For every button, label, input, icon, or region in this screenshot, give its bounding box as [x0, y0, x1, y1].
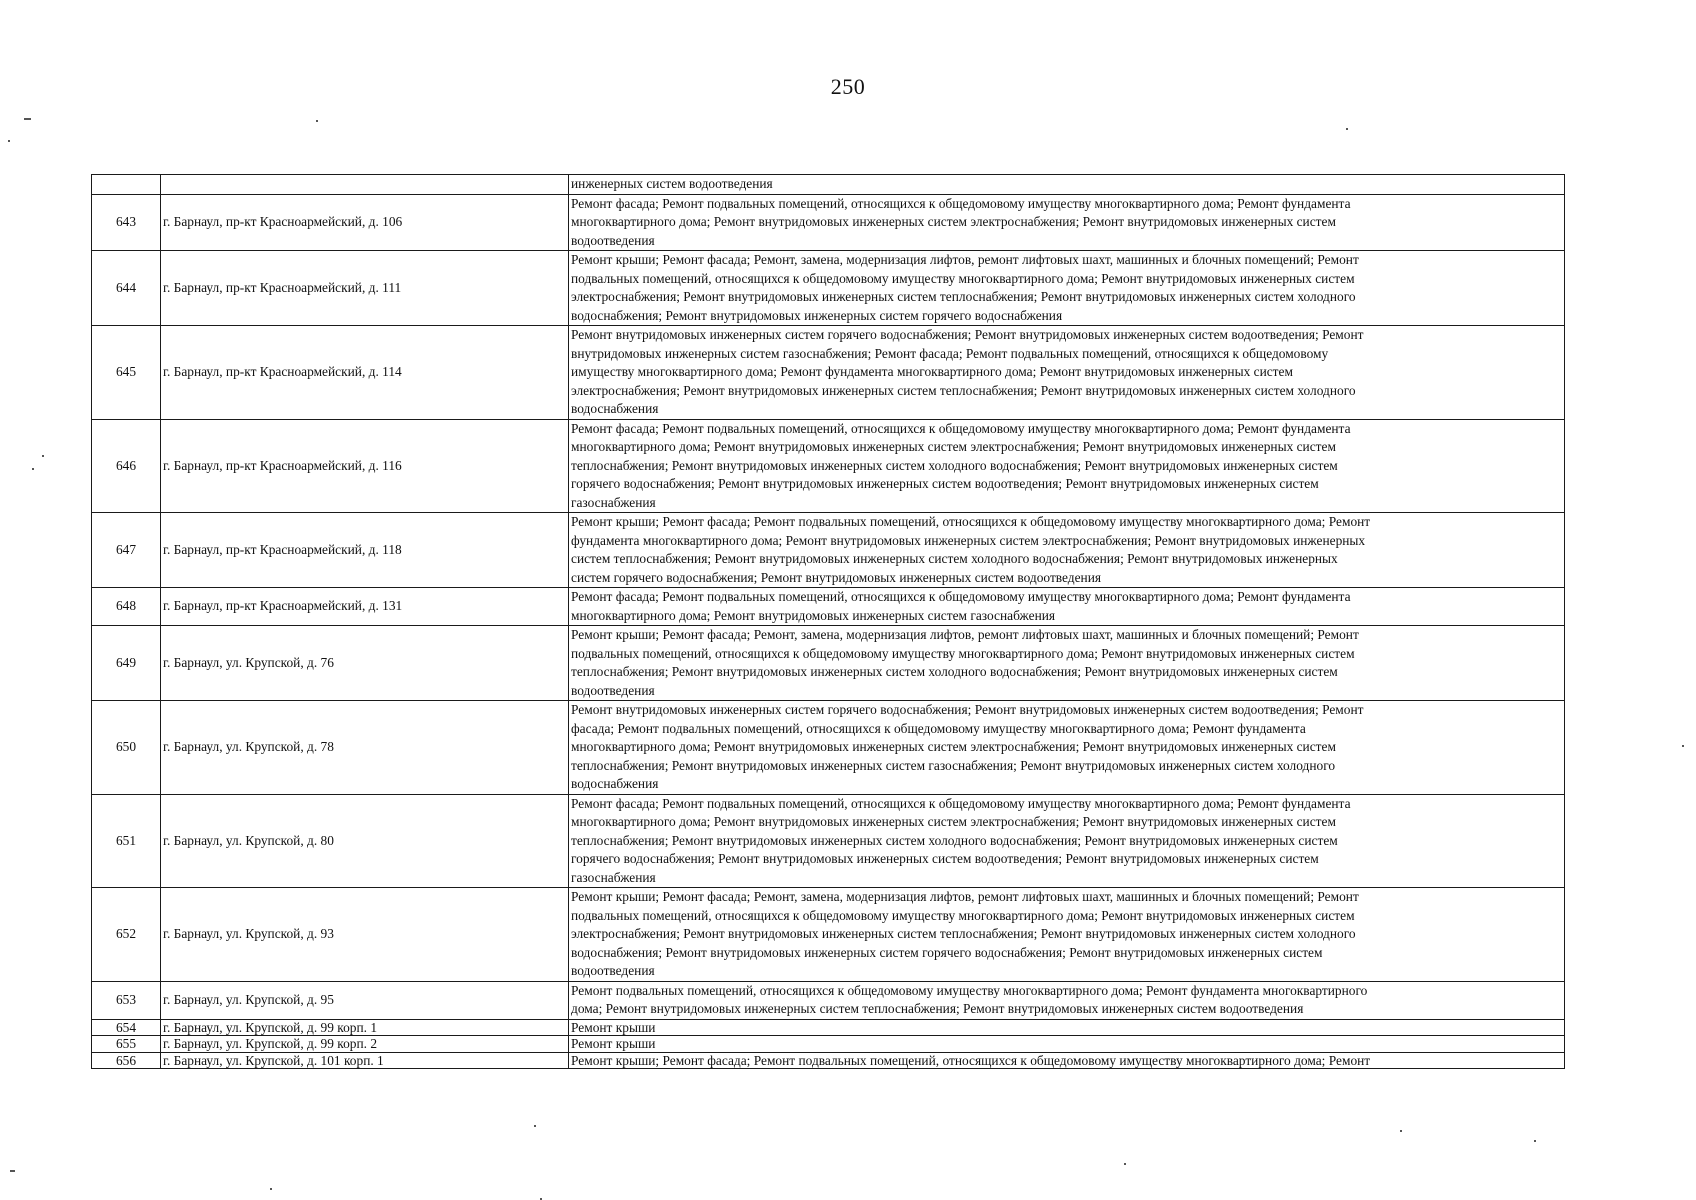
table-row	[92, 251, 1565, 326]
scan-speck	[534, 1125, 536, 1127]
works-line: внутридомовых инженерных систем газоснабжения; Ремонт фасада; Ремонт подвальных помещений, относящихся к общедомовому	[571, 345, 1329, 361]
works-line: теплоснабжения; Ремонт внутридомовых инженерных систем холодного водоснабжения; Ремонт внутридомовых инженерных систем	[571, 832, 1338, 848]
row-number: 646	[92, 419, 161, 513]
row-number: 656	[92, 1052, 161, 1069]
works-line: водоснабжения	[571, 776, 659, 791]
row-works	[569, 326, 1565, 420]
scan-speck	[1534, 1140, 1536, 1142]
works-line: дома; Ремонт внутридомовых инженерных систем теплоснабжения; Ремонт внутридомовых инженерных систем водоотведения	[571, 1001, 1304, 1016]
works-line: Ремонт фасада; Ремонт подвальных помещений, относящихся к общедомовому имуществу многоквартирного дома; Ремонт фундамента	[571, 589, 1351, 604]
works-line: водоснабжения; Ремонт внутридомовых инженерных систем горячего водоснабжения; Ремонт внутридомовых инженерных систем	[571, 944, 1323, 960]
row-number: 649	[92, 626, 161, 701]
row-number: 643	[92, 194, 161, 251]
works-line: многоквартирного дома; Ремонт внутридомовых инженерных систем электроснабжения; Ремонт внутридомовых инженерных систем	[571, 739, 1336, 754]
works-line: Ремонт крыши; Ремонт фасада; Ремонт подвальных помещений, относящихся к общедомовому имуществу многоквартирного дома; Ремонт	[571, 514, 1371, 529]
scan-speck	[10, 1170, 15, 1172]
works-line: фундамента многоквартирного дома; Ремонт внутридомовых инженерных систем электроснабжения; Ремонт внутридомовых инженерных	[571, 532, 1366, 548]
row-address: г. Барнаул, ул. Крупской, д. 76	[161, 626, 569, 701]
works-line: газоснабжения	[571, 494, 656, 510]
table-row	[92, 1036, 1565, 1053]
row-works	[569, 419, 1565, 513]
row-works	[569, 513, 1565, 588]
table-row	[92, 1052, 1565, 1069]
table-row	[92, 175, 1565, 195]
row-address: г. Барнаул, пр-кт Красноармейский, д. 106	[161, 194, 569, 251]
works-line: электроснабжения; Ремонт внутридомовых инженерных систем теплоснабжения; Ремонт внутридомовых инженерных систем холодного	[571, 382, 1356, 398]
row-works	[569, 588, 1565, 626]
works-line: водоотведения	[571, 963, 655, 978]
row-address: г. Барнаул, ул. Крупской, д. 99 корп. 1	[161, 1019, 569, 1036]
row-address: г. Барнаул, пр-кт Красноармейский, д. 131	[161, 588, 569, 626]
works-line: многоквартирного дома; Ремонт внутридомовых инженерных систем газоснабжения	[571, 607, 1056, 623]
works-line: теплоснабжения; Ремонт внутридомовых инженерных систем газоснабжения; Ремонт внутридомовых инженерных систем холодного	[571, 757, 1336, 773]
row-works	[569, 888, 1565, 982]
table-row	[92, 1019, 1565, 1036]
row-works	[569, 251, 1565, 326]
works-line: Ремонт фасада; Ремонт подвальных помещений, относящихся к общедомовому имуществу многоквартирного дома; Ремонт фундамента	[571, 795, 1351, 811]
row-address: г. Барнаул, пр-кт Красноармейский, д. 116	[161, 419, 569, 513]
row-number: 648	[92, 588, 161, 626]
row-address	[161, 175, 569, 195]
row-works	[569, 981, 1565, 1019]
works-line: фасада; Ремонт подвальных помещений, относящихся к общедомовому имуществу многоквартирного дома; Ремонт фундамента	[571, 720, 1306, 736]
scan-speck	[1400, 1130, 1402, 1132]
row-number: 654	[92, 1019, 161, 1036]
row-address: г. Барнаул, ул. Крупской, д. 101 корп. 1	[161, 1052, 569, 1069]
scan-speck	[42, 455, 44, 457]
row-number: 652	[92, 888, 161, 982]
table-row	[92, 194, 1565, 251]
works-line: газоснабжения	[571, 869, 656, 885]
works-line: подвальных помещений, относящихся к общедомовому имуществу многоквартирного дома; Ремонт внутридомовых инженерных систем	[571, 645, 1355, 661]
works-line: горячего водоснабжения; Ремонт внутридомовых инженерных систем водоотведения; Ремонт внутридомовых инженерных систем	[571, 851, 1319, 866]
works-line: многоквартирного дома; Ремонт внутридомовых инженерных систем электроснабжения; Ремонт внутридомовых инженерных систем	[571, 814, 1336, 829]
row-number: 655	[92, 1036, 161, 1053]
row-address: г. Барнаул, пр-кт Красноармейский, д. 114	[161, 326, 569, 420]
works-line: электроснабжения; Ремонт внутридомовых инженерных систем теплоснабжения; Ремонт внутридомовых инженерных систем холодного	[571, 289, 1356, 304]
row-number	[92, 175, 161, 195]
works-line: Ремонт фасада; Ремонт подвальных помещений, относящихся к общедомовому имуществу многоквартирного дома; Ремонт фундамента	[571, 195, 1351, 211]
row-number: 645	[92, 326, 161, 420]
table-row	[92, 326, 1565, 420]
table-row	[92, 419, 1565, 513]
row-address: г. Барнаул, пр-кт Красноармейский, д. 111	[161, 251, 569, 326]
table-row	[92, 794, 1565, 888]
works-line: водоснабжения; Ремонт внутридомовых инженерных систем горячего водоснабжения	[571, 307, 1063, 323]
scan-speck	[270, 1188, 272, 1190]
row-works	[569, 175, 1565, 195]
scan-speck	[1346, 128, 1348, 130]
scan-speck	[32, 468, 34, 470]
row-works	[569, 626, 1565, 701]
works-line: Ремонт подвальных помещений, относящихся к общедомовому имуществу многоквартирного дома; Ремонт фундамента многоквартирного	[571, 982, 1368, 998]
works-line: теплоснабжения; Ремонт внутридомовых инженерных систем холодного водоснабжения; Ремонт внутридомовых инженерных систем	[571, 664, 1338, 679]
works-line: горячего водоснабжения; Ремонт внутридомовых инженерных систем водоотведения; Ремонт внутридомовых инженерных систем	[571, 476, 1319, 491]
repair-register-table	[91, 174, 1565, 1069]
row-address: г. Барнаул, ул. Крупской, д. 99 корп. 2	[161, 1036, 569, 1053]
works-line: систем теплоснабжения; Ремонт внутридомовых инженерных систем холодного водоснабжения; Ремонт внутридомовых инженерных	[571, 551, 1338, 566]
works-line: Ремонт крыши	[571, 1036, 656, 1051]
works-line: теплоснабжения; Ремонт внутридомовых инженерных систем холодного водоснабжения; Ремонт внутридомовых инженерных систем	[571, 457, 1338, 473]
table-row	[92, 701, 1565, 795]
row-address: г. Барнаул, ул. Крупской, д. 93	[161, 888, 569, 982]
table-row	[92, 513, 1565, 588]
works-line: Ремонт крыши; Ремонт фасада; Ремонт, замена, модернизация лифтов, ремонт лифтовых шахт, машинных и блочных помещений; Ремонт	[571, 889, 1359, 904]
works-line: подвальных помещений, относящихся к общедомовому имуществу многоквартирного дома; Ремонт внутридомовых инженерных систем	[571, 270, 1355, 286]
scan-speck	[1682, 745, 1684, 747]
works-line: водоотведения	[571, 232, 655, 248]
table-row	[92, 588, 1565, 626]
table-body	[92, 175, 1565, 1069]
works-line: систем горячего водоснабжения; Ремонт внутридомовых инженерных систем водоотведения	[571, 569, 1102, 585]
row-number: 644	[92, 251, 161, 326]
table-row	[92, 888, 1565, 982]
works-line: водоотведения	[571, 682, 655, 698]
works-line: многоквартирного дома; Ремонт внутридомовых инженерных систем электроснабжения; Ремонт внутридомовых инженерных систем	[571, 214, 1336, 229]
row-works	[569, 1019, 1565, 1036]
table-row	[92, 981, 1565, 1019]
works-line: водоснабжения	[571, 401, 659, 416]
row-address: г. Барнаул, ул. Крупской, д. 80	[161, 794, 569, 888]
works-line: Ремонт внутридомовых инженерных систем горячего водоснабжения; Ремонт внутридомовых инженерных систем водоотведения; Ремонт	[571, 327, 1364, 342]
row-works	[569, 1052, 1565, 1069]
row-works	[569, 701, 1565, 795]
row-number: 651	[92, 794, 161, 888]
scan-speck	[316, 120, 318, 122]
works-line: Ремонт крыши; Ремонт фасада; Ремонт подвальных помещений, относящихся к общедомовому имуществу многоквартирного дома; Ремонт	[571, 1052, 1371, 1068]
works-line: Ремонт внутридомовых инженерных систем горячего водоснабжения; Ремонт внутридомовых инженерных систем водоотведения; Ремонт	[571, 702, 1364, 717]
row-address: г. Барнаул, ул. Крупской, д. 78	[161, 701, 569, 795]
scan-speck	[24, 118, 31, 120]
works-line: Ремонт крыши; Ремонт фасада; Ремонт, замена, модернизация лифтов, ремонт лифтовых шахт, машинных и блочных помещений; Ремонт	[571, 627, 1359, 642]
page-number: 250	[830, 74, 866, 99]
scan-speck	[8, 140, 10, 142]
row-works	[569, 794, 1565, 888]
table-row	[92, 626, 1565, 701]
works-line: инженерных систем водоотведения	[571, 176, 773, 191]
works-line: имуществу многоквартирного дома; Ремонт фундамента многоквартирного дома; Ремонт внутридомовых инженерных систем	[571, 364, 1293, 379]
row-works	[569, 194, 1565, 251]
works-line: электроснабжения; Ремонт внутридомовых инженерных систем теплоснабжения; Ремонт внутридомовых инженерных систем холодного	[571, 926, 1356, 941]
row-number: 650	[92, 701, 161, 795]
works-line: Ремонт крыши; Ремонт фасада; Ремонт, замена, модернизация лифтов, ремонт лифтовых шахт, машинных и блочных помещений; Ремонт	[571, 252, 1359, 267]
row-address: г. Барнаул, пр-кт Красноармейский, д. 118	[161, 513, 569, 588]
row-number: 653	[92, 981, 161, 1019]
works-line: Ремонт фасада; Ремонт подвальных помещений, относящихся к общедомовому имуществу многоквартирного дома; Ремонт фундамента	[571, 420, 1351, 436]
works-line: подвальных помещений, относящихся к общедомовому имуществу многоквартирного дома; Ремонт внутридомовых инженерных систем	[571, 907, 1355, 923]
row-number: 647	[92, 513, 161, 588]
works-line: Ремонт крыши	[571, 1019, 656, 1035]
scan-speck	[540, 1198, 542, 1200]
scan-speck	[1124, 1163, 1126, 1165]
row-address: г. Барнаул, ул. Крупской, д. 95	[161, 981, 569, 1019]
row-works	[569, 1036, 1565, 1053]
works-line: многоквартирного дома; Ремонт внутридомовых инженерных систем электроснабжения; Ремонт внутридомовых инженерных систем	[571, 439, 1336, 454]
